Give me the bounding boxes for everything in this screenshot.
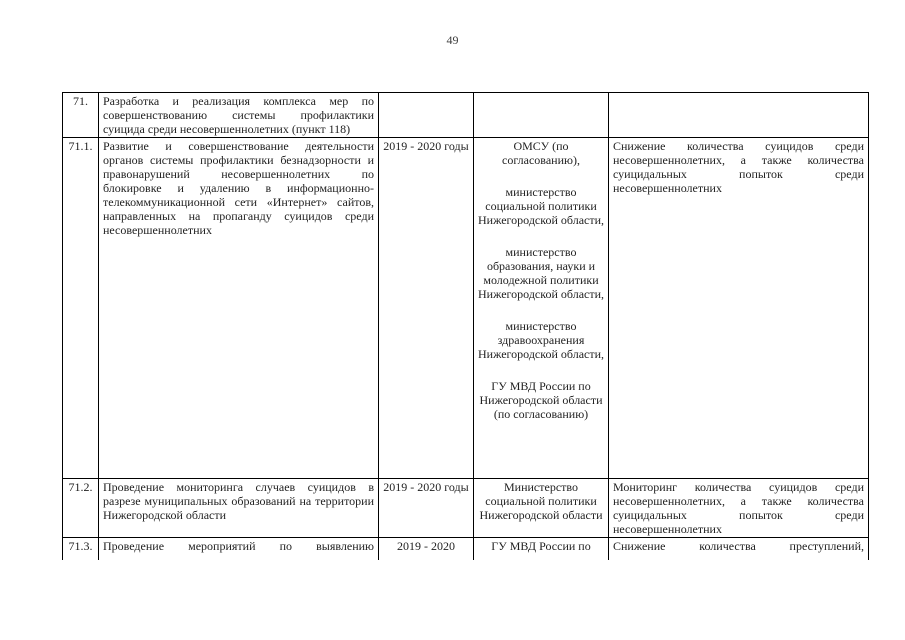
executor-paragraph: министерство образования, науки и молодежной политики Нижегородской области, (478, 245, 605, 301)
executors-cell (474, 93, 609, 138)
activity-cell: Проведение мероприятий по выявлению (99, 538, 379, 560)
row-number-cell: 71. (63, 93, 99, 138)
result-cell: Снижение количества суицидов среди несовершеннолетних, а также количества суицидальных попыток среди несовершеннолетних (609, 138, 869, 479)
table-row-truncated (63, 538, 869, 560)
executors-cell (474, 138, 609, 479)
period-cell: 2019 - 2020 годы (379, 479, 474, 538)
executors-cell (474, 538, 609, 560)
executor-paragraph: министерство социальной политики Нижегородской области, (478, 185, 605, 227)
activity-cell: Проведение мониторинга случаев суицидов в разрезе муниципальных образований на территории Нижегородской области (99, 479, 379, 538)
executor-paragraph: ГУ МВД России по (491, 539, 591, 553)
period-cell: 2019 - 2020 годы (379, 138, 474, 479)
measures-table (62, 92, 869, 560)
activity-cell: Разработка и реализация комплекса мер по совершенствованию системы профилактики суицида среди несовершеннолетних (пункт 118) (99, 93, 379, 138)
executor-paragraph: ОМСУ (по согласованию), (502, 139, 580, 167)
row-number-cell: 71.2. (63, 479, 99, 538)
table-row (63, 479, 869, 538)
executor-paragraph: Министерство социальной политики Нижегородской области (479, 480, 603, 522)
executor-paragraph: ГУ МВД России по Нижегородской области (по согласованию) (479, 379, 603, 421)
table-row (63, 93, 869, 138)
row-number-cell: 71.3. (63, 538, 99, 560)
executor-paragraph: министерство здравоохранения Нижегородской области, (478, 319, 605, 361)
period-cell: 2019 - 2020 (379, 538, 474, 560)
result-cell: Снижение количества преступлений, (609, 538, 869, 560)
activity-cell: Развитие и совершенствование деятельности органов системы профилактики безнадзорности и правонарушений несовершеннолетних по блокировке и удалению в информационно-телекоммуникационной сети «Интернет» сайтов, направленных на пропаганду суицидов среди несовершеннолетних (99, 138, 379, 479)
period-cell (379, 93, 474, 138)
page-number: 49 (446, 33, 459, 47)
row-number-cell: 71.1. (63, 138, 99, 479)
result-cell (609, 93, 869, 138)
result-cell: Мониторинг количества суицидов среди несовершеннолетних, а также количества суицидальных попыток среди несовершеннолетних (609, 479, 869, 538)
executors-cell (474, 479, 609, 538)
table-row (63, 138, 869, 479)
